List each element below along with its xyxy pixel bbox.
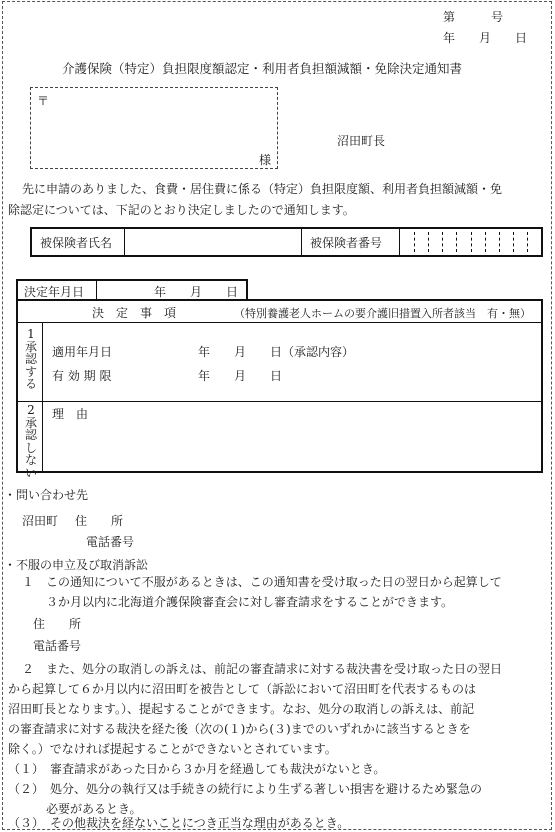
document-date-label: 年 月 日 xyxy=(443,31,528,45)
insured-name-label: 被保険者氏名 xyxy=(40,235,113,250)
decision-items-header: 決 定 事 項 xyxy=(92,306,177,320)
appeal-item-2-line1: （２） 処分、処分の執行又は手続きの続行により生ずる著しい損害を避けるため緊急の xyxy=(8,782,483,796)
appeal-phone-label: 電話番号 xyxy=(33,639,82,653)
appeal-p2-line2: から起算して６か月以内に沼田町を被告として（訴訟において沼田町を代表するものは xyxy=(8,682,477,696)
apply-date-label: 適用年月日 xyxy=(52,345,113,359)
appeal-heading: ・不服の申立及び取消訴訟 xyxy=(4,558,149,572)
digit-divider xyxy=(428,232,429,252)
appeal-p2-line1: ２ また、処分の取消しの訴えは、前記の審査請求に対する裁決書を受け取った日の翌日 xyxy=(22,662,503,676)
appeal-item-3: （３） その他裁決を経ないことにつき正当な理由があるとき。 xyxy=(8,816,350,830)
deny-section-label: 2 承 認 し な い xyxy=(24,403,37,480)
approve-section-label: 1 承 認 す る xyxy=(24,327,37,391)
appeal-p2-line5: 除く。）でなければ提起することができないとされています。 xyxy=(8,742,337,756)
insured-info-table xyxy=(30,227,543,257)
appeal-address-label: 住 所 xyxy=(33,617,82,631)
appeal-item-2-line2: 必要があるとき。 xyxy=(46,802,142,816)
intro-line-2: 除認定については、下記のとおり決定しましたので通知します。 xyxy=(8,203,355,217)
address-box xyxy=(30,87,278,169)
reason-label: 理 由 xyxy=(52,407,89,421)
insured-name-field[interactable] xyxy=(125,229,301,255)
digit-divider xyxy=(471,232,472,252)
insured-number-field[interactable] xyxy=(400,229,541,255)
digit-divider xyxy=(527,232,528,252)
intro-line-1: 先に申請のありました、食費・居住費に係る（特定）負担限度額、利用者負担額減額・免 xyxy=(22,182,503,196)
apply-date-value: 年 月 日（承認内容） xyxy=(198,345,355,359)
appeal-p1-line2: ３か月以内に北海道介護保険審査会に対し審査請求をすることができます。 xyxy=(46,595,454,609)
digit-divider xyxy=(414,232,415,252)
contact-phone-label: 電話番号 xyxy=(86,535,135,549)
document-number-label: 第 号 xyxy=(443,10,504,24)
digit-divider xyxy=(442,232,443,252)
appeal-p2-line4: の審査請求に対する裁決を経た後（次の(１)から(３)までのいずれかに該当するときを xyxy=(8,722,471,736)
postal-mark: 〒 xyxy=(37,94,50,108)
appeal-item-1: （１） 審査請求があった日から３か月を経過しても裁決がないとき。 xyxy=(8,762,386,776)
valid-period-label: 有 効 期 限 xyxy=(52,369,112,383)
decision-table xyxy=(16,299,543,480)
document-title: 介護保険（特定）負担限度額認定・利用者負担額減額・免除決定通知書 xyxy=(62,61,463,76)
digit-divider xyxy=(513,232,514,252)
valid-period-value: 年 月 日 xyxy=(198,369,283,383)
issuer-name: 沼田町長 xyxy=(337,134,386,148)
contact-heading: ・問い合わせ先 xyxy=(4,488,89,502)
digit-divider xyxy=(499,232,500,252)
appeal-p2-line3: 沼田町長となります。）、提起することができます。なお、処分の取消しの訴えは、前記 xyxy=(8,702,475,716)
special-elderly-note: （特別養護老人ホームの要介護旧措置入所者該当 有・無） xyxy=(234,307,531,320)
contact-org: 沼田町 xyxy=(22,514,59,528)
appeal-p1-line1: １ この通知について不服があるときは、この通知書を受け取った日の翌日から起算して xyxy=(22,575,502,589)
digit-divider xyxy=(456,232,457,252)
digit-divider xyxy=(485,232,486,252)
addressee-honorific: 様 xyxy=(259,153,272,167)
decision-date-tab xyxy=(16,279,248,301)
insured-number-label: 被保険者番号 xyxy=(310,235,383,250)
contact-address-label: 住 所 xyxy=(75,514,124,528)
decision-date-value: 年 月 日 xyxy=(154,284,239,299)
decision-date-label: 決定年月日 xyxy=(24,284,85,299)
